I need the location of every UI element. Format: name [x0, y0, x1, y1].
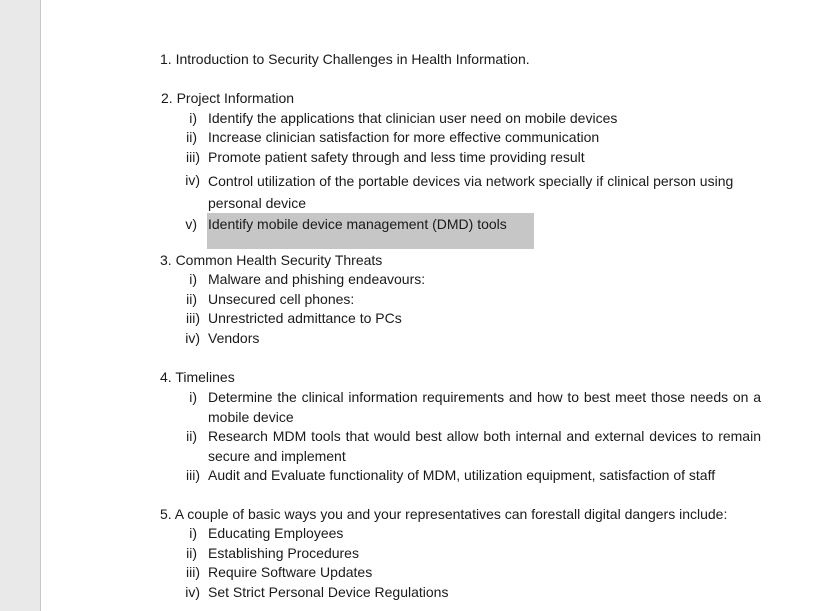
list-item-number: i): [189, 271, 197, 287]
section-heading: 1. Introduction to Security Challenges in Health Information.: [160, 51, 530, 67]
list-item-text: Vendors: [208, 330, 260, 346]
section-heading: 4. Timelines: [160, 369, 235, 385]
list-item-text: Research MDM tools that would best allow both internal and external devices to remain secure and implement: [208, 428, 761, 464]
list-item-number: v): [185, 216, 197, 232]
section-heading: 5. A couple of basic ways you and your representatives can forestall digital dangers include:: [160, 506, 728, 522]
list-item-text: Unrestricted admittance to PCs: [208, 310, 402, 326]
list-item-number: ii): [186, 428, 197, 444]
list-item-number: i): [189, 389, 197, 405]
document-page[interactable]: [41, 0, 834, 611]
list-item-text: Audit and Evaluate functionality of MDM, utilization equipment, satisfaction of staff: [208, 467, 716, 483]
list-item-number: iii): [186, 310, 200, 326]
list-item-number: iii): [186, 149, 200, 165]
list-item-number: ii): [186, 129, 197, 145]
list-item-text: Identify the applications that clinician user need on mobile devices: [208, 110, 618, 126]
list-item-number: ii): [186, 545, 197, 561]
list-item-text: Establishing Procedures: [208, 545, 359, 561]
list-item-text: Require Software Updates: [208, 564, 373, 580]
list-item-text: Educating Employees: [208, 525, 344, 541]
list-item-text: Set Strict Personal Device Regulations: [208, 584, 449, 600]
list-item-number: i): [189, 525, 197, 541]
list-item-text: Increase clinician satisfaction for more effective communication: [208, 129, 600, 145]
list-item-number: iii): [186, 467, 200, 483]
list-item-text: Control utilization of the portable devices via network specially if clinical person using personal device: [208, 173, 734, 211]
list-item-number: iv): [185, 330, 200, 346]
section-heading: 2. Project Information: [161, 90, 295, 106]
list-item-text: Promote patient safety through and less time providing result: [208, 149, 585, 165]
list-item-number: iii): [186, 564, 200, 580]
document-left-gutter: [0, 0, 41, 611]
section-heading: 3. Common Health Security Threats: [160, 252, 383, 268]
list-item-number: i): [189, 110, 197, 126]
list-item-text-selected[interactable]: Identify mobile device management (DMD) tools: [208, 216, 507, 232]
list-item-number: iv): [185, 584, 200, 600]
list-item-text: Determine the clinical information requirements and how to best meet those needs on a mobile device: [208, 389, 761, 425]
list-item-text: Unsecured cell phones:: [208, 291, 355, 307]
list-item-number: ii): [186, 291, 197, 307]
list-item-text: Malware and phishing endeavours:: [208, 271, 426, 287]
list-item-number: iv): [185, 172, 200, 188]
